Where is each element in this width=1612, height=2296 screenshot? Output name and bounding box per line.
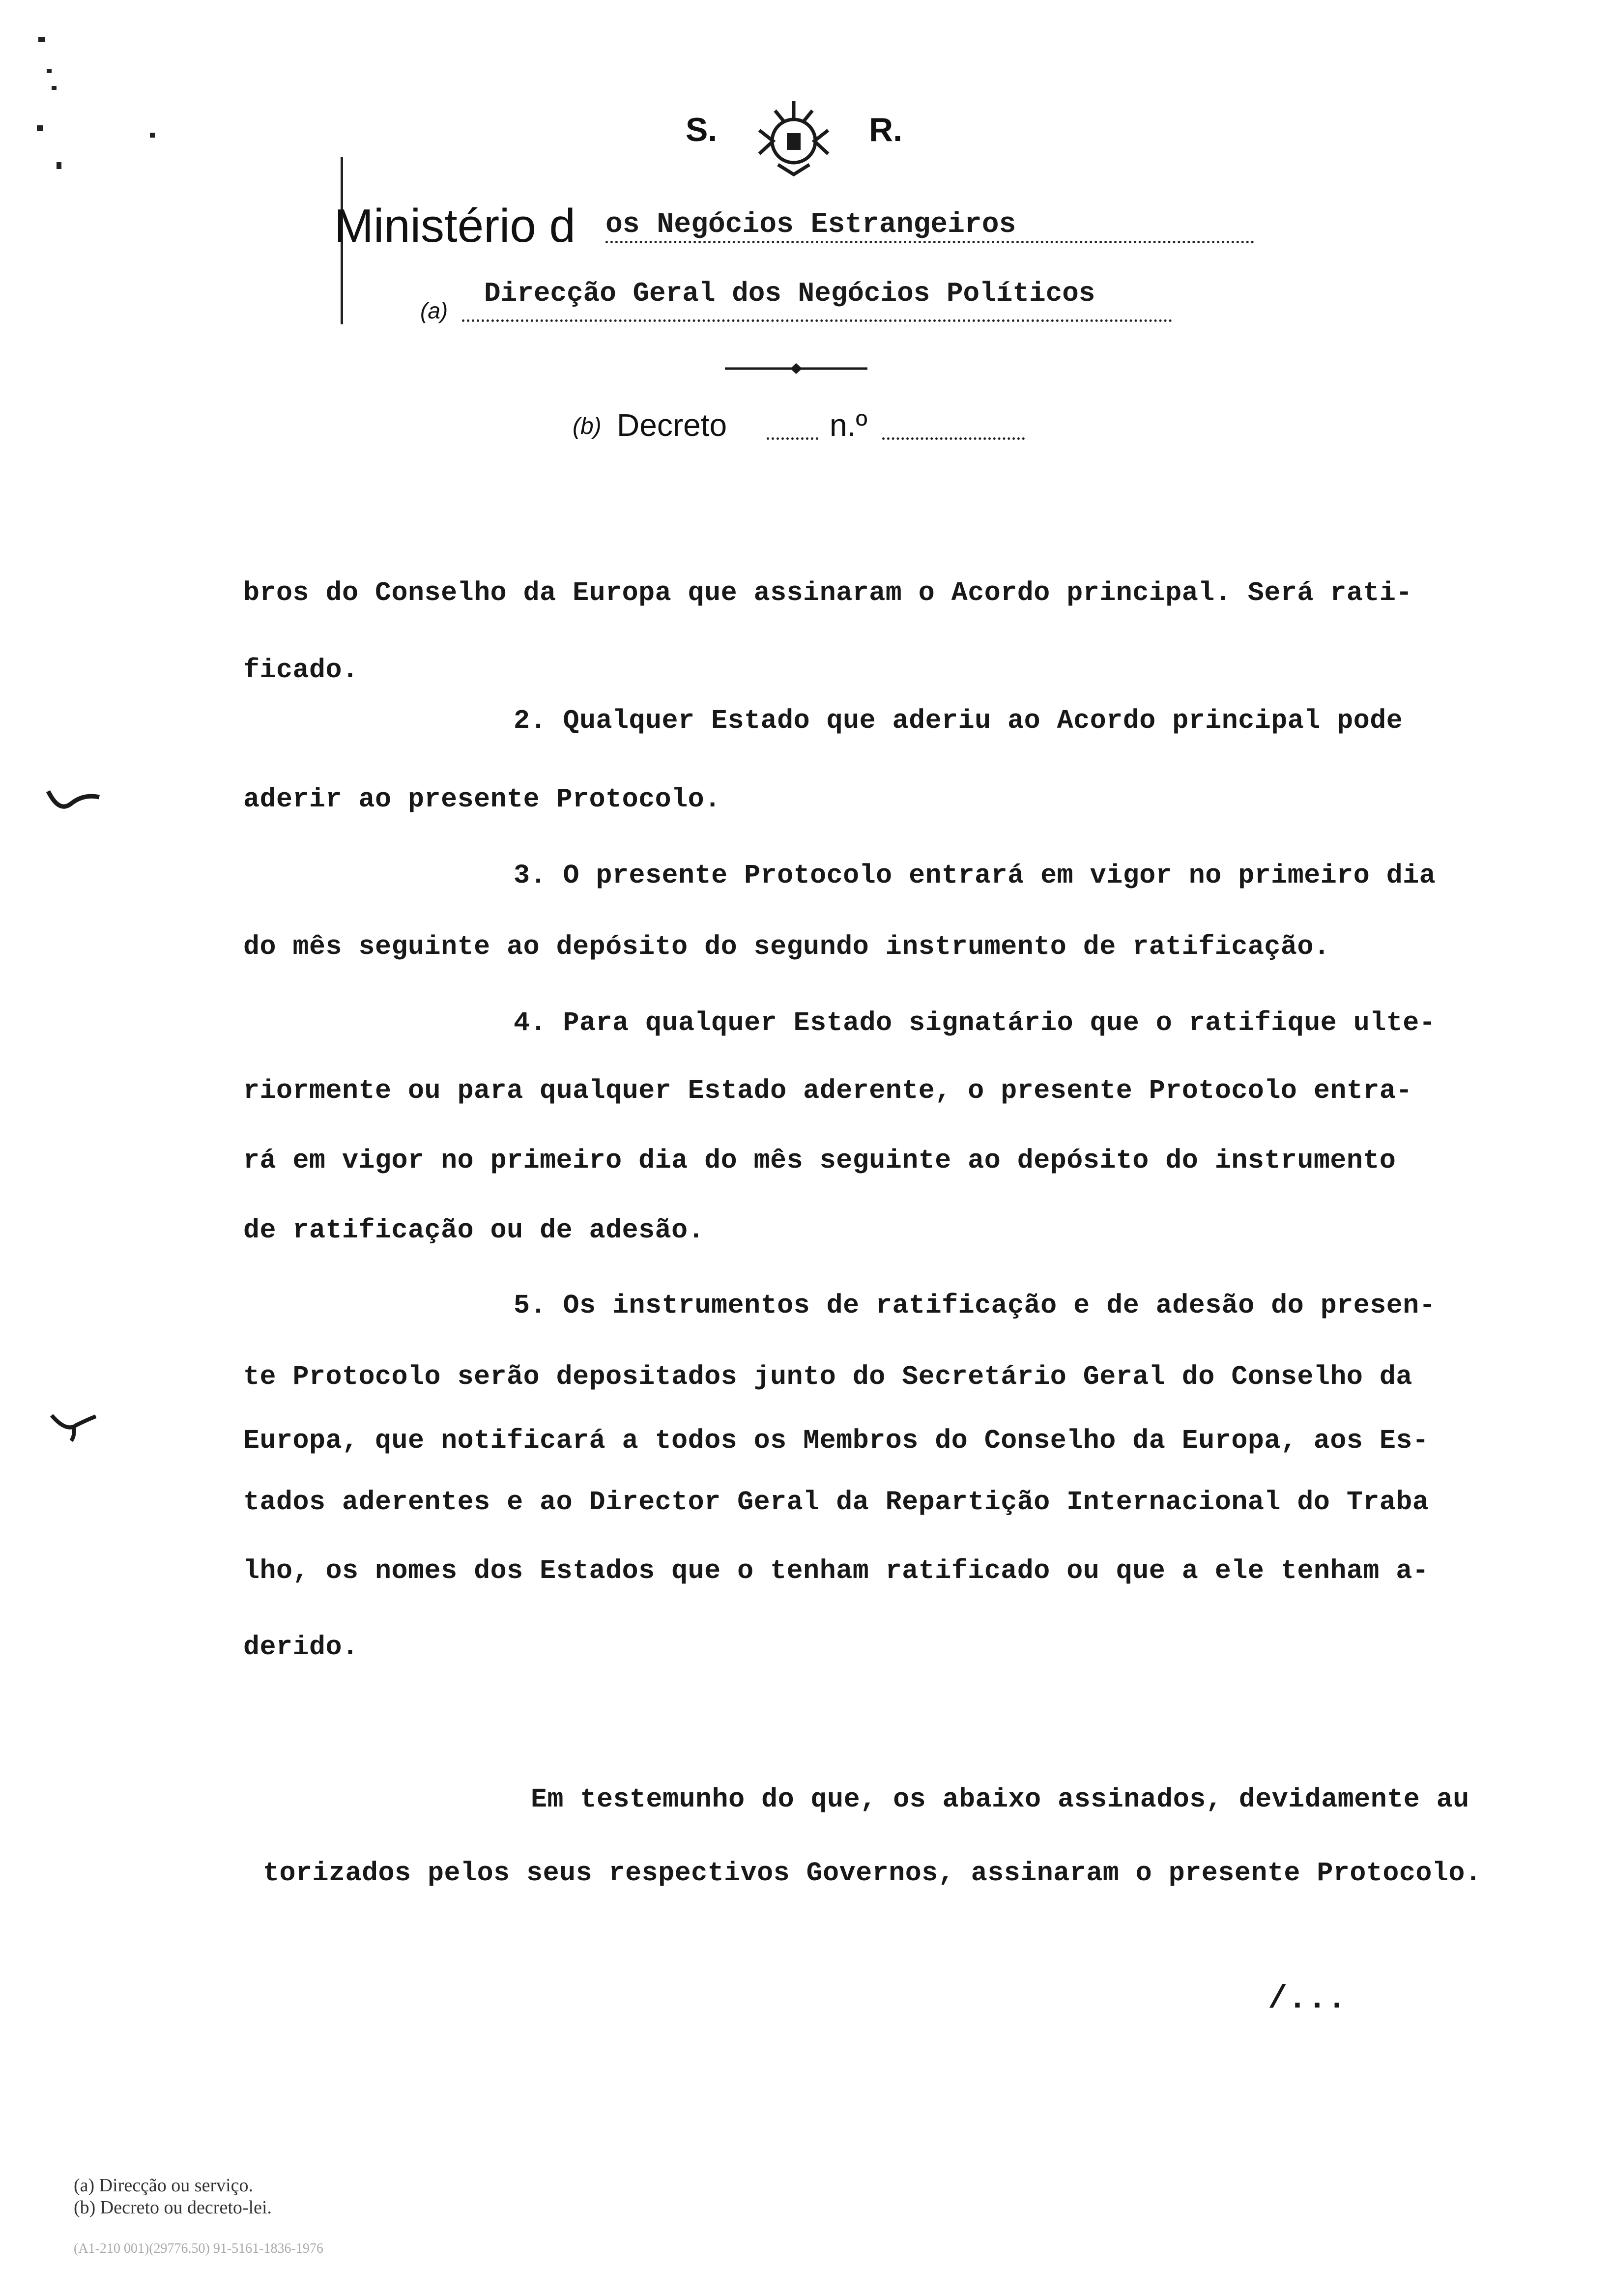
footnote-marker-b: (b) [573,413,602,439]
body-line: aderir ao presente Protocolo. [243,784,721,815]
directorate-name: Direcção Geral dos Negócios Políticos [484,278,1095,309]
body-line: Europa, que notificará a todos os Membros do Conselho da Europa, aos Es- [243,1425,1429,1456]
ministry-dotted-line [605,241,1254,243]
scan-speck [57,162,61,169]
numero-dotted-blank [882,437,1025,440]
body-line: ficado. [243,655,359,686]
body-line: 2. Qualquer Estado que aderiu ao Acordo principal pode [514,705,1403,736]
body-line: 4. Para qualquer Estado signatário que o ratifique ulte- [514,1007,1436,1038]
body-line: 3. O presente Protocolo entrará em vigor no primeiro dia [514,860,1436,891]
body-line: te Protocolo serão depositados junto do Secretário Geral do Conselho da [243,1361,1412,1392]
body-line: de ratificação ou de adesão. [243,1215,705,1246]
body-line: derido. [243,1632,359,1663]
body-line: Em testemunho do que, os abaixo assinados, devidamente au [531,1784,1469,1815]
numero-label: n.º [830,407,867,443]
ministry-name: os Negócios Estrangeiros [605,209,1016,241]
body-line: 5. Os instrumentos de ratificação e de adesão do presen- [514,1290,1436,1321]
body-line: torizados pelos seus respectivos Governos, assinaram o presente Protocolo. [263,1858,1482,1889]
print-code: (A1-210 001)(29776.50) 91-5161-1836-1976 [74,2241,323,2256]
scan-speck [38,37,45,42]
header-r: R. [869,111,902,148]
scan-speck [37,125,43,131]
decreto-dotted-blank [767,437,818,440]
footnote-marker-a: (a) [420,298,448,323]
scan-speck [52,86,57,90]
body-line: lho, os nomes dos Estados que o tenham ratificado ou que a ele tenham a- [243,1555,1429,1586]
header-s: S. [686,111,718,148]
handwritten-check-mark [47,1410,101,1445]
body-line: riormente ou para qualquer Estado aderente, o presente Protocolo entra- [243,1075,1412,1106]
body-line: bros do Conselho da Europa que assinaram o Acordo principal. Será rati- [243,577,1412,608]
handwritten-check-mark [44,786,103,816]
coat-of-arms-emblem [745,96,843,179]
footnote-a: (a) Direcção ou serviço. [74,2175,254,2196]
body-line: tados aderentes e ao Director Geral da Repartição Internacional do Traba [243,1487,1429,1518]
directorate-dotted-line [462,319,1172,322]
ministry-title: Ministério d [334,200,576,252]
decreto-label: Decreto [617,407,727,443]
body-line: rá em vigor no primeiro dia do mês seguinte ao depósito do instrumento [243,1145,1396,1176]
continuation-mark: /... [1268,1980,1347,2017]
scan-speck [150,133,155,138]
body-line: do mês seguinte ao depósito do segundo instrumento de ratificação. [243,931,1330,962]
ornament-divider [725,361,867,376]
scan-speck [47,69,52,73]
footnote-b: (b) Decreto ou decreto-lei. [74,2197,272,2218]
